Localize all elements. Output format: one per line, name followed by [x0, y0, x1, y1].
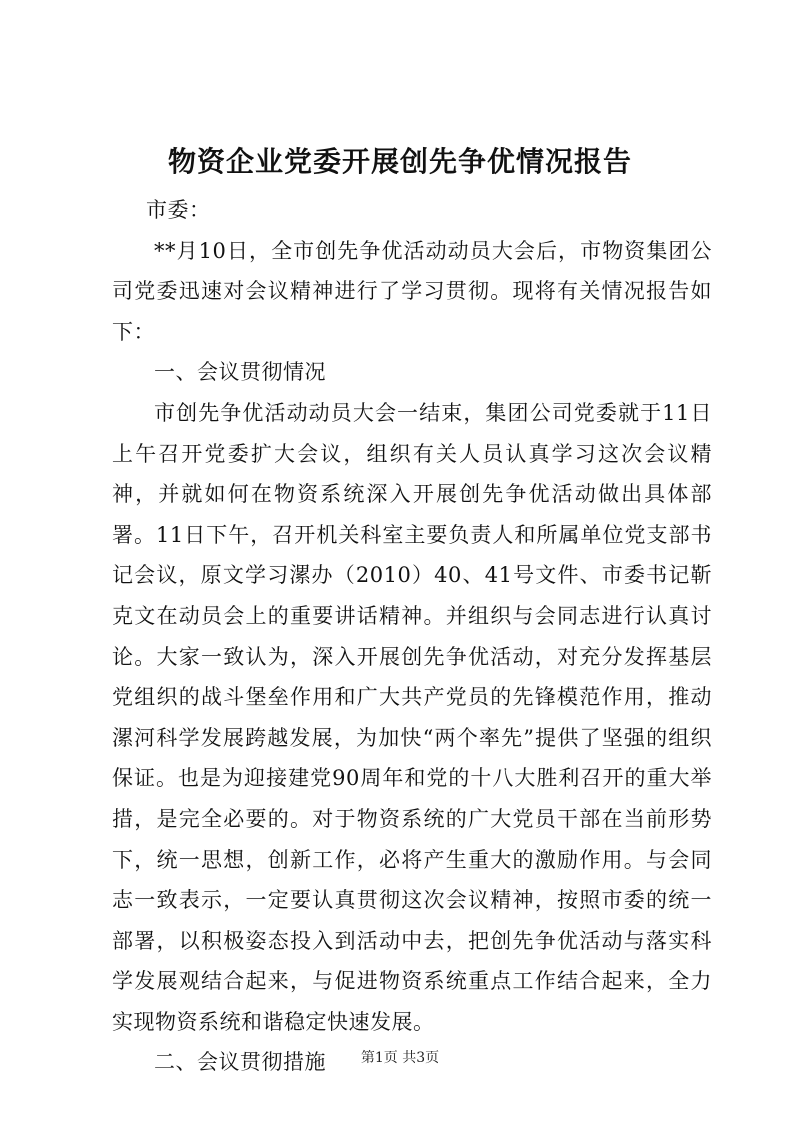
- page-number: 第1页 共3页: [360, 1050, 440, 1066]
- document-body: [112, 190, 712, 1083]
- page-title: 物资企业党委开展创先争优情况报告: [167, 145, 632, 178]
- paragraph-intro: **月10日，全市创先争优活动动员大会后，市物资集团公司党委迅速对会议精神进行了学习贯彻。现将有关情况报告如下：: [112, 238, 712, 344]
- paragraph-section-1: 市创先争优活动动员大会一结束，集团公司党委就于11日上午召开党委扩大会议，组织有关人员认真学习这次会议精神，并就如何在物资系统深入开展创先争优活动做出具体部署。11日下午，召开机关科室主要负责人和所属单位党支部书记会议，原文学习漯办（2010）40、41号文件、市委书记靳克文在动员会上的重要讲话精神。并组织与会同志进行认真讨论。大家一致认为，深入开展创先争优活动，对充分发挥基层党组织的战斗堡垒作用和广大共产党员的先锋模范作用，推动漯河科学发展跨越发展，为加快“两个率先”提供了坚强的组织保证。也是为迎接建党90周年和党的十八大胜利召开的重大举措，是完全必要的。对于物资系统的广大党员干部在当前形势下，统一思想，创新工作，必将产生重大的激励作用。与会同志一致表示，一定要认真贯彻这次会议精神，按照市委的统一部署，以积极姿态投入到活动中去，把创先争优活动与落实科学发展观结合起来，与促进物资系统重点工作结合起来，全力实现物资系统和谐稳定快速发展。: [112, 400, 712, 1034]
- section-heading-1: 一、会议贯彻情况: [154, 360, 326, 385]
- salutation: 市委：: [146, 198, 211, 222]
- section-heading-2: 二、会议贯彻措施: [154, 1050, 326, 1075]
